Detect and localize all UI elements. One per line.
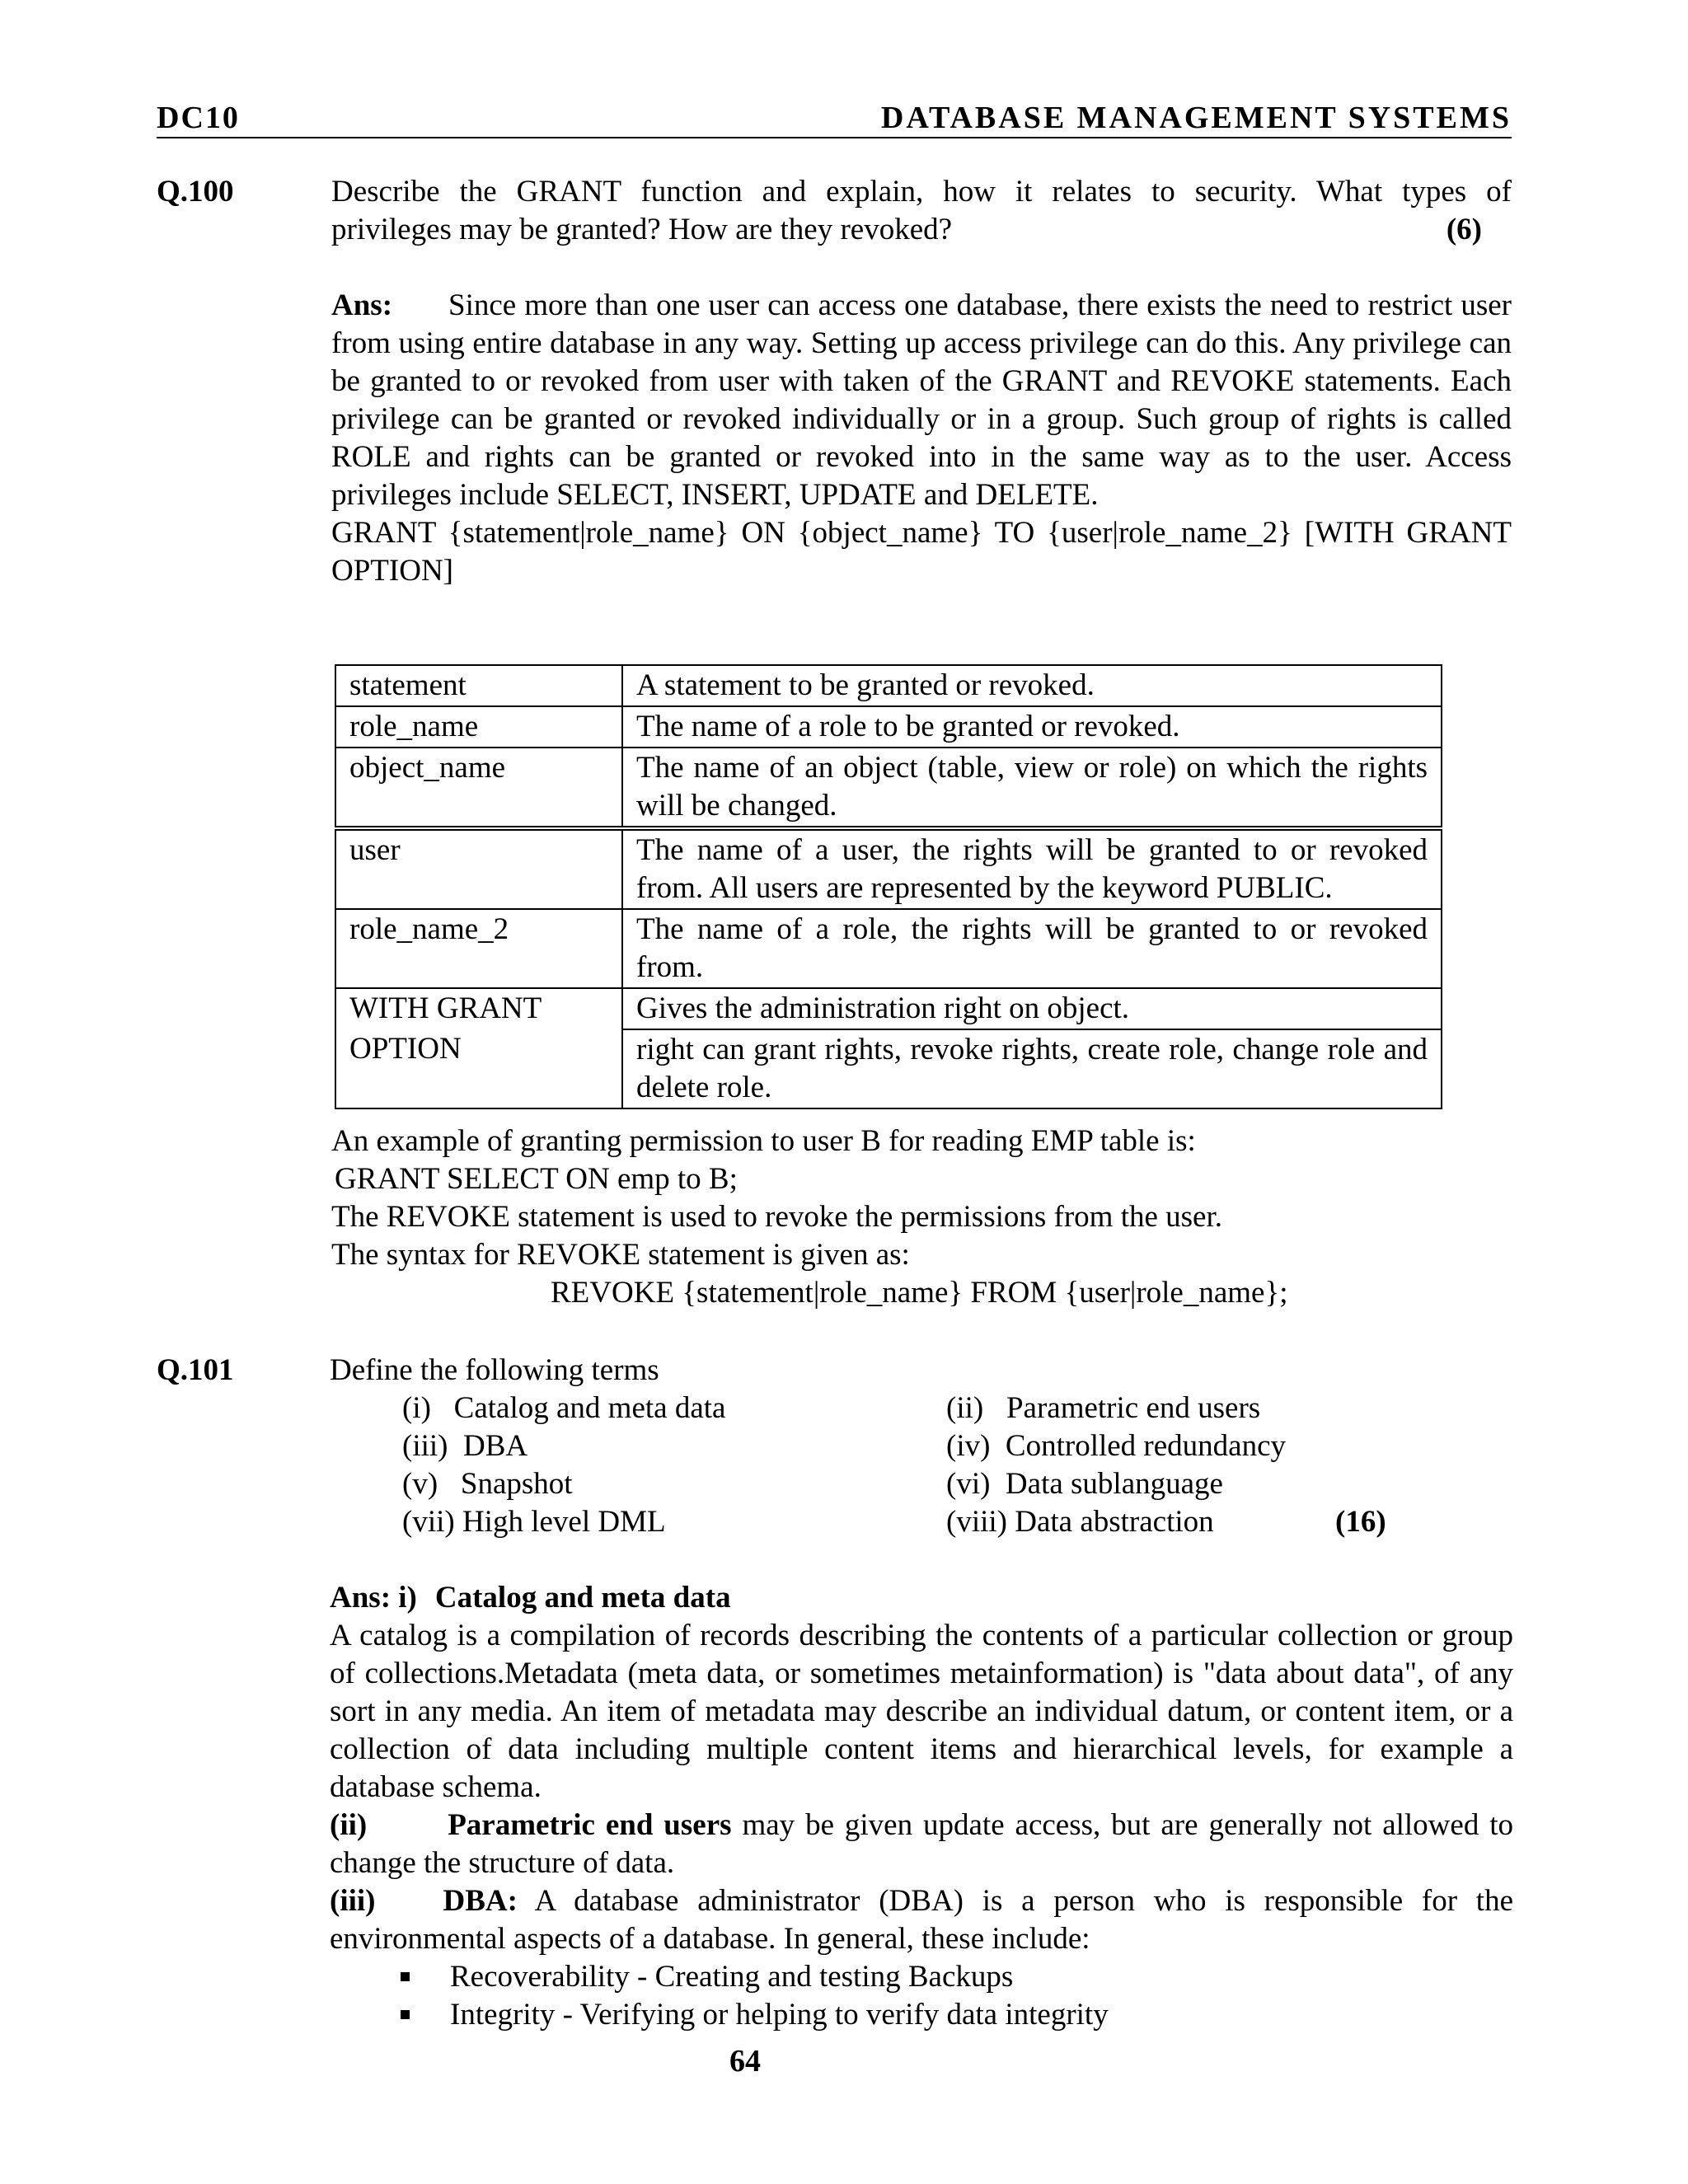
- question-number-100: Q.100: [157, 175, 234, 209]
- table-key: object_name: [335, 748, 622, 827]
- terms-row: [402, 1390, 1432, 1427]
- answer-100-paragraph: [331, 287, 1512, 514]
- grant-example: [331, 1122, 1512, 1312]
- table-row: [335, 665, 1442, 706]
- table-key: role_name: [335, 706, 622, 748]
- example-line: The REVOKE statement is used to revoke the permissions from the user.: [331, 1200, 1223, 1234]
- table-row: [335, 706, 1442, 748]
- question-101-marks: (16): [1335, 1505, 1386, 1539]
- parametric-paragraph: [330, 1807, 1513, 1882]
- answer-101-label: Ans: i): [330, 1581, 417, 1615]
- revoke-syntax: REVOKE {statement|role_name} FROM {user|role_name};: [551, 1276, 1288, 1310]
- answer-100: [331, 287, 1512, 590]
- table-key: user: [335, 830, 622, 909]
- grant-parameters-table-2: [335, 829, 1442, 1109]
- terms-list: [402, 1390, 1432, 1541]
- answer-100-text: Since more than one user can access one database, there exists the need to restrict user from using entire database in any way. Setting up access privilege can do this. Any privilege can be granted to or revoked from user with taken of the GRANT and REVOKE statements. Each privilege can be granted or revoked individually or in a group. Such group of rights is called ROLE and rights can be granted or revoked into in the same way as to the user. Access privileges include SELECT, INSERT, UPDATE and DELETE.: [331, 288, 1512, 512]
- bullet-icon: [401, 2010, 410, 2019]
- course-code: DC10: [157, 101, 240, 135]
- page-header: [157, 96, 1512, 138]
- item-label: (iii): [330, 1884, 376, 1918]
- page-number: 64: [729, 2044, 761, 2079]
- term-item: (i) Catalog and meta data: [402, 1391, 726, 1425]
- table-row: [335, 830, 1442, 909]
- table-value: Gives the administration right on object.: [622, 988, 1442, 1029]
- question-100-text: [331, 173, 1512, 249]
- table-key: statement: [335, 665, 622, 706]
- question-100-line2-text: privileges may be granted? How are they revoked?: [331, 213, 953, 246]
- answer-100-label: Ans:: [331, 288, 393, 322]
- question-number-101: Q.101: [157, 1353, 234, 1387]
- table-value: The name of a user, the rights will be granted to or revoked from. All users are represented by the keyword PUBLIC.: [622, 830, 1442, 909]
- table-key: WITH GRANT: [335, 988, 622, 1029]
- dba-heading: DBA:: [443, 1884, 518, 1918]
- question-100-marks: (6): [1446, 213, 1482, 246]
- grant-syntax: GRANT {statement|role_name} ON {object_name} TO {user|role_name_2} [WITH GRANT OPTION]: [331, 516, 1512, 588]
- term-item: (vii) High level DML: [402, 1505, 666, 1539]
- list-item: [330, 1958, 1513, 1996]
- question-101-intro: Define the following terms: [330, 1353, 659, 1387]
- dba-paragraph: [330, 1882, 1513, 1958]
- table-key: OPTION: [335, 1029, 622, 1108]
- terms-row: [402, 1465, 1432, 1503]
- list-item: [330, 1996, 1513, 2034]
- table-value: The name of a role to be granted or revoked.: [622, 706, 1442, 748]
- bullet-text: Recoverability - Creating and testing Backups: [450, 1960, 1014, 1994]
- question-100-line2: [331, 211, 1512, 249]
- catalog-heading: Catalog and meta data: [434, 1581, 731, 1615]
- table-row: [335, 988, 1442, 1029]
- table-value: right can grant rights, revoke rights, create role, change role and delete role.: [622, 1029, 1442, 1108]
- catalog-paragraph: A catalog is a compilation of records describing the contents of a particular collection or group of collections.Metadata (meta data, or sometimes metainformation) is "data about data", of any sort in any media. An item of metadata may describe an individual datum, or content item, or a collection of data including multiple content items and hierarchical levels, for example a database schema.: [330, 1619, 1513, 1804]
- table-value: The name of an object (table, view or role) on which the rights will be changed.: [622, 748, 1442, 827]
- item-label: (ii): [330, 1808, 368, 1842]
- question-100-line1: Describe the GRANT function and explain, how it relates to security. What types of: [331, 175, 1512, 209]
- dba-text: A database administrator (DBA) is a person who is responsible for the environmental aspects of a database. In general, these include:: [330, 1884, 1513, 1956]
- parametric-heading: Parametric end users: [448, 1808, 732, 1842]
- answer-101-heading: [330, 1579, 1513, 1617]
- bullet-text: Integrity - Verifying or helping to verify data integrity: [450, 1998, 1109, 2032]
- term-item: (iii) DBA: [402, 1429, 528, 1463]
- example-line: The syntax for REVOKE statement is given as:: [331, 1238, 910, 1272]
- terms-row: [402, 1427, 1432, 1465]
- term-item: (ii) Parametric end users: [946, 1391, 1261, 1425]
- table-row: [335, 909, 1442, 988]
- bullet-icon: [401, 1972, 410, 1981]
- table-row: [335, 748, 1442, 827]
- grant-parameters-table-1: [335, 664, 1442, 827]
- term-item: (iv) Controlled redundancy: [946, 1429, 1287, 1463]
- example-line: An example of granting permission to user B for reading EMP table is:: [331, 1124, 1196, 1158]
- answer-101: [330, 1579, 1513, 2034]
- example-line: GRANT SELECT ON emp to B;: [335, 1162, 738, 1196]
- course-title: DATABASE MANAGEMENT SYSTEMS: [880, 101, 1512, 135]
- term-item: (vi) Data sublanguage: [946, 1467, 1223, 1501]
- terms-row: [402, 1503, 1432, 1541]
- term-item: (v) Snapshot: [402, 1467, 573, 1501]
- table-key: role_name_2: [335, 909, 622, 988]
- term-item: (viii) Data abstraction: [946, 1505, 1214, 1539]
- table-row: [335, 1029, 1442, 1108]
- table-value: A statement to be granted or revoked.: [622, 665, 1442, 706]
- parametric-text: may be given update access, but are generally not allowed to change the structure of data.: [330, 1808, 1514, 1880]
- table-value: The name of a role, the rights will be granted to or revoked from.: [622, 909, 1442, 988]
